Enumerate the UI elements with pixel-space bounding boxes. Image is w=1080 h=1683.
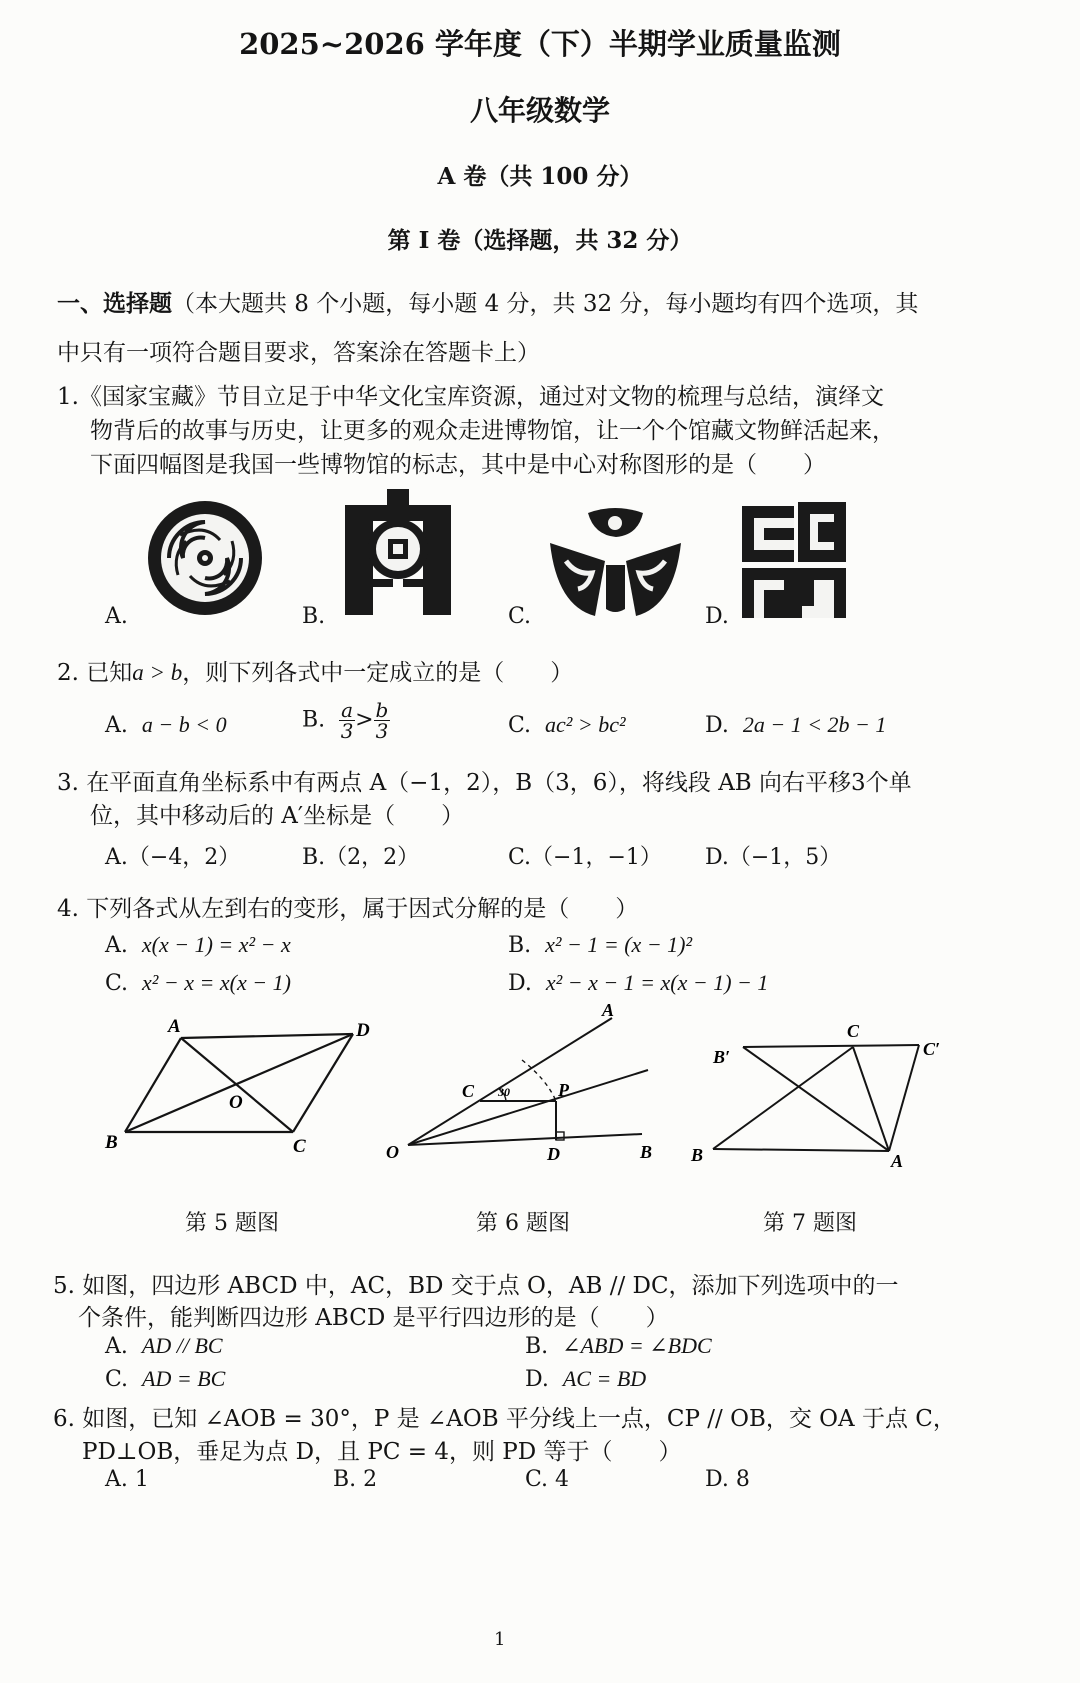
fig6-bisector: [408, 1070, 648, 1145]
swirl-ring-logo: [140, 495, 270, 625]
q2-c-label: C.: [508, 713, 532, 738]
fig6-label-d: D: [547, 1144, 560, 1164]
q5-option-a: [105, 1333, 223, 1359]
q5-line2: 个条件，能判断四边形 ABCD 是平行四边形的是（ ）: [78, 1305, 669, 1331]
spiral-blocks-logo: [740, 500, 850, 620]
q2-b-op: >: [355, 707, 374, 733]
fig7-label-bprime: B′: [713, 1047, 731, 1067]
q2-b-den1: 3: [340, 719, 354, 743]
q2-b-den2: 3: [375, 719, 389, 743]
fig6-angle-value: 30: [498, 1085, 510, 1099]
q4-b-expr: x² − 1 = (x − 1)²: [545, 932, 693, 957]
q5-b-label: B.: [525, 1334, 549, 1359]
q5-line1: 5. 如图，四边形 ABCD 中，AC，BD 交于点 O，AB // DC，添加下列选项中的一: [53, 1273, 899, 1299]
q2-option-c: [508, 712, 626, 738]
fig7-label-b: B: [691, 1145, 704, 1165]
fig6-ray-oa: [408, 1018, 612, 1145]
q2-b-num1: a: [341, 698, 354, 722]
q1-option-d: D.: [705, 604, 729, 629]
q6-line2: PD⊥OB，垂足为点 D，且 PC = 4，则 PD 等于（ ）: [82, 1439, 682, 1465]
fig5-label-o: O: [229, 1092, 243, 1113]
q2-c-expr: ac² > bc²: [545, 712, 626, 737]
q2-option-d: [705, 712, 886, 738]
q2-d-label: D.: [705, 713, 729, 738]
q2-b-frac1: [339, 700, 355, 741]
q4-option-a: [105, 932, 291, 958]
fig5-side-cd: [293, 1034, 353, 1132]
figure-6-angle: [380, 1000, 675, 1170]
fig6-label-b: B: [640, 1142, 653, 1162]
q2-option-a: [105, 712, 227, 738]
fig6-label-c: C: [462, 1081, 475, 1101]
q4-d-expr: x² − x − 1 = x(x − 1) − 1: [545, 970, 769, 995]
q2-stem-pre: 2. 已知: [57, 660, 133, 686]
q2-a-expr: a − b < 0: [141, 712, 227, 737]
q2-b-label: B.: [302, 707, 326, 733]
fig5-side-ab: [125, 1038, 181, 1132]
fig7-label-cprime: C′: [923, 1039, 941, 1059]
fig7-label-c: C: [847, 1021, 860, 1041]
q6-option-a: A. 1: [105, 1467, 149, 1492]
subject-title: 八年级数学: [469, 94, 610, 127]
q2-a-label: A.: [105, 713, 128, 738]
fig7-segment-bpa: [743, 1047, 889, 1151]
q4-b-label: B.: [508, 933, 532, 958]
fig5-caption: 第 5 题图: [185, 1211, 279, 1236]
q4-c-label: C.: [105, 971, 129, 996]
q5-option-d: [525, 1366, 646, 1392]
fig6-label-a: A: [602, 1000, 615, 1020]
q3-option-a: A.（−4，2）: [105, 845, 241, 870]
fig7-segment-bc: [713, 1047, 853, 1149]
q4-option-c: [105, 970, 291, 996]
figure-5-quadrilateral: [95, 1010, 385, 1160]
q4-d-label: D.: [508, 971, 532, 996]
q6-option-c: C. 4: [525, 1467, 570, 1492]
q2-stem-post: ，则下列各式中一定成立的是（ ）: [182, 660, 574, 686]
q1-option-b: B.: [302, 604, 326, 629]
q1-option-a: A.: [105, 604, 128, 629]
fig5-label-d: D: [356, 1020, 370, 1041]
figure-7-translation: [685, 1015, 970, 1170]
fig6-label-o: O: [386, 1142, 399, 1162]
q4-a-label: A.: [105, 933, 128, 958]
q5-c-label: C.: [105, 1367, 129, 1392]
q4-option-b: [508, 932, 692, 958]
q3-option-b: B.（2，2）: [302, 845, 420, 870]
q1-option-c: C.: [508, 604, 532, 629]
q2-b-num2: b: [375, 698, 389, 722]
q4-c-expr: x² − x = x(x − 1): [142, 970, 291, 995]
exam-title: 2025~2026 学年度（下）半期学业质量监测: [239, 27, 841, 61]
fig7-segment-ba: [713, 1149, 889, 1151]
fig7-segment-cpa: [889, 1045, 919, 1151]
fig5-side-ad: [181, 1034, 353, 1038]
q5-option-c: [105, 1366, 225, 1392]
instructions-line2: 中只有一项符合题目要求，答案涂在答题卡上）: [57, 340, 540, 366]
page-number: 1: [494, 1629, 506, 1650]
q5-b-expr: ∠ABD = ∠BDC: [562, 1333, 712, 1358]
fig7-segment-ca: [853, 1047, 889, 1151]
q4-stem: 4. 下列各式从左到右的变形，属于因式分解的是（ ）: [57, 896, 639, 922]
q2-option-b: [302, 700, 390, 741]
q4-a-expr: x(x − 1) = x² − x: [141, 932, 291, 957]
q5-option-b: [525, 1333, 712, 1359]
bird-shield-logo: [548, 505, 683, 620]
q2-d-expr: 2a − 1 < 2b − 1: [742, 712, 887, 737]
q2-condition: a > b: [132, 660, 183, 685]
fig5-label-a: A: [168, 1016, 181, 1037]
q1-line3: 下面四幅图是我国一些博物馆的标志，其中是中心对称图形的是（ ）: [90, 452, 826, 478]
q3-line1: 3. 在平面直角坐标系中有两点 A（−1，2），B（3，6），将线段 AB 向右平移3个单: [57, 770, 912, 796]
section-heading: 第 I 卷（选择题，共 32 分）: [387, 227, 693, 254]
q5-c-expr: AD = BC: [142, 1366, 226, 1391]
q5-d-label: D.: [525, 1367, 549, 1392]
fig5-label-c: C: [293, 1136, 306, 1157]
q5-a-label: A.: [105, 1334, 128, 1359]
q3-option-c: C.（−1，−1）: [508, 845, 662, 870]
q6-line1: 6. 如图，已知 ∠AOB = 30°，P 是 ∠AOB 平分线上一点，CP // OB，交 OA 于点 C，: [53, 1406, 956, 1432]
q1-line1: 1.《国家宝藏》节目立足于中华文化宝库资源，通过对文物的梳理与总结，演绎文: [57, 384, 884, 410]
instructions-text: （本大题共 8 个小题，每小题 4 分，共 32 分，每小题均有四个选项，其: [172, 291, 919, 317]
fig5-diagonal-bd: [125, 1034, 353, 1132]
part-a-heading: A 卷（共 100 分）: [437, 163, 643, 190]
q4-option-d: [508, 970, 768, 996]
q6-option-d: D. 8: [705, 1467, 750, 1492]
q3-option-d: D.（−1，5）: [705, 845, 842, 870]
q1-line2: 物背后的故事与历史，让更多的观众走进博物馆，让一个个馆藏文物鲜活起来，: [90, 418, 895, 444]
fig5-label-b: B: [105, 1132, 118, 1153]
gate-logo: [343, 487, 453, 617]
q3-line2: 位，其中移动后的 A′坐标是（ ）: [90, 803, 465, 829]
section-label: 一、选择题: [57, 290, 172, 317]
fig6-dashed-arc: [522, 1060, 556, 1101]
q5-a-expr: AD // BC: [141, 1333, 223, 1358]
fig6-ray-ob: [408, 1134, 642, 1145]
instructions-line1: [57, 285, 918, 318]
q6-option-b: B. 2: [333, 1467, 378, 1492]
fig7-label-a: A: [891, 1151, 904, 1170]
fig7-caption: 第 7 题图: [763, 1211, 857, 1236]
fig6-label-p: P: [558, 1080, 569, 1100]
q5-d-expr: AC = BD: [562, 1366, 647, 1391]
fig7-segment-bpcp: [743, 1045, 919, 1047]
q2-b-frac2: [374, 700, 391, 741]
q2-stem: [57, 654, 573, 687]
fig6-caption: 第 6 题图: [476, 1211, 570, 1236]
